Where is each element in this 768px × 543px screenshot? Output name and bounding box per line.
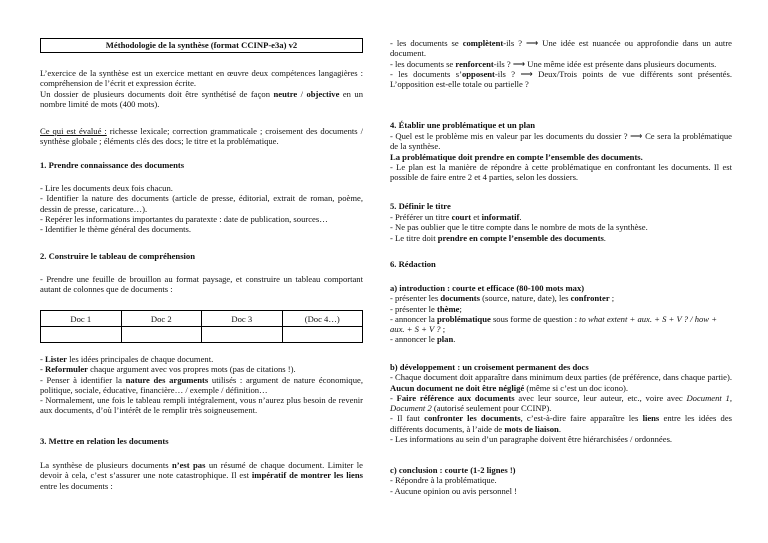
section-6-heading: 6. Rédaction [390,259,436,269]
section-3-relations [390,38,732,89]
section-3-heading: 3. Mettre en relation les documents [40,436,169,446]
section-2-instructions [40,354,363,416]
list-item: - Penser à identifier la nature des arguments utilisés : argument de nature économique, politique, sociale, éducative, financière… / exemple / définition… [40,374,363,395]
list-item: - Le plan est la manière de répondre à cette problématique en confrontant les documents. Il est possible de faire entre 2 et 4 parties, selon les dossiers. [390,161,732,183]
table-cell [282,327,363,343]
intro-text-2: Un dossier de plusieurs documents doit être synthétisé de façon neutre / objective en un nombre limité de mots (400 mots). [40,88,363,109]
list-item: - Aucune opinion ou avis personnel ! [390,485,517,496]
list-item: - Il faut confronter les documents, c’est-à-dire faire apparaître les liens entre les idées des différents documents, à l’aide de mots de liaison. [390,413,732,434]
table-row [41,311,363,327]
table-cell [121,327,202,343]
list-item: - Répondre à la problématique. [390,475,497,486]
list-item: - Faire référence aux documents avec leur source, leur auteur, etc., voire avec Document 1, Document 2 (autorisé seulement pour CCINP). [390,392,732,414]
evaluation-criteria: Ce qui est évalué : richesse lexicale; correction grammaticale ; croisement des documents / synthèse globale ; éléments clés des docs; le titre et la problématique. [40,126,363,147]
section-4-text [390,131,732,182]
subsection-heading: a) introduction : courte et efficace (80-100 mots max) [390,283,585,293]
intro-text-1: L’exercice de la synthèse est un exercice mettant en œuvre deux compétences langagières : compréhension de l’écrit et expression écrite. [40,68,363,89]
list-item: - Identifier la nature des documents (article de presse, éditorial, extrait de roman, poème, dessin de presse, caricature…). [40,193,363,214]
section-2-heading: 2. Construire le tableau de compréhension [40,251,196,261]
list-item: - Préférer un titre court et informatif. [390,212,522,222]
section-6a [390,283,732,345]
intro-paragraph [40,68,363,109]
table-header-doc-2: Doc 2 [121,311,202,327]
list-item: - les documents s’opposent-ils ? ⟶ Deux/Trois points de vue différents sont présentés. L’opposition est-elle totale ou partielle ? [390,68,732,90]
section-2-text: - Prendre une feuille de brouillon au format paysage, et construire un tableau comportant autant de colonnes que de documents : [40,274,363,295]
subsection-heading: c) conclusion : courte (1-2 lignes !) [390,465,516,475]
section-5-heading: 5. Définir le titre [390,201,451,211]
document-title: Méthodologie de la synthèse (format CCINP-e3a) v2 [40,38,363,53]
list-item: - Le titre doit prendre en compte l’ensemble des documents. [390,232,606,243]
section-5-text [390,212,732,243]
list-item: - Chaque document doit apparaître dans minimum deux parties (de préférence, dans chaque partie). Aucun document ne doit être négligé (même si c’est un doc icono). [390,372,732,393]
subsection-heading: b) développement : un croisement permanent des docs [390,362,589,372]
list-item: - Normalement, une fois le tableau rempli intégralement, vous n’aurez plus besoin de revenir aux documents, d’où l’intérêt de le remplir très soigneusement. [40,395,363,416]
list-item: - Quel est le problème mis en valeur par les documents du dossier ? ⟶ Ce sera la problématique de la synthèse. [390,131,732,152]
list-item: - Lister les idées principales de chaque document. [40,354,214,364]
table-cell [202,327,283,343]
section-1-list [40,183,363,234]
section-6b [390,362,732,444]
list-item: - annoncer la problématique sous forme de question : to what extent + aux. + S + V ? / how + aux. + S + V ? ; [390,313,717,335]
section-6c [390,465,732,496]
list-item: - Reformuler chaque argument avec vos propres mots (pas de citations !). [40,364,296,375]
list-item: - Identifier le thème général des documents. [40,224,192,235]
list-item: - annoncer le plan. [390,334,456,345]
comprehension-table [40,310,363,343]
table-header-doc-4: (Doc 4…) [282,311,363,327]
table-header-doc-1: Doc 1 [41,311,122,327]
section-3-text: La synthèse de plusieurs documents n’est pas un résumé de chaque document. Limiter le devoir à cela, c’est s’assurer une note catastrophique. Il est impératif de montrer les liens entre les documents : [40,460,364,491]
list-item: - Lire les documents deux fois chacun. [40,183,173,193]
table-header-doc-3: Doc 3 [202,311,283,327]
evaluation-label: Ce qui est évalué : [40,126,107,136]
section-4-heading: 4. Établir une problématique et un plan [390,120,536,130]
list-item: - Repérer les informations importantes du paratexte : date de publication, sources… [40,213,328,224]
list-item: - Les informations au sein d’un paragraphe doivent être hiérarchisées / ordonnées. [390,434,673,445]
list-item: - les documents se renforcent-ils ? ⟶ Une même idée est présente dans plusieurs documents. [390,58,717,69]
table-cell [41,327,122,343]
problematique-note: La problématique doit prendre en compte l’ensemble des documents. [390,151,643,162]
section-1-heading: 1. Prendre connaissance des documents [40,160,185,170]
list-item: - présenter le thème; [390,303,462,314]
list-item: - les documents se complètent-ils ? ⟶ Une idée est nuancée ou approfondie dans un autre document. [390,38,732,59]
list-item: - Ne pas oublier que le titre compte dans le nombre de mots de la synthèse. [390,222,648,233]
list-item: - présenter les documents (source, nature, date), les confronter ; [390,293,615,304]
table-row [41,327,363,343]
